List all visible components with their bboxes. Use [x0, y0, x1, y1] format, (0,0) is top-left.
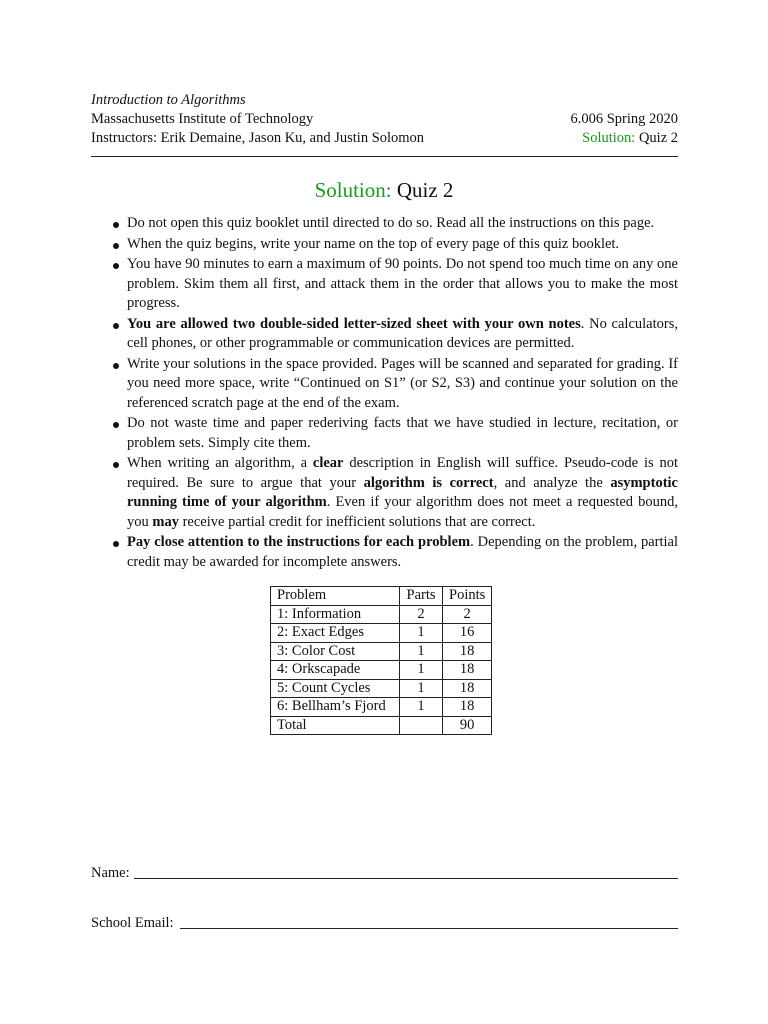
points-table-header-row [271, 587, 492, 606]
instruction-emphasis: algorithm is correct [363, 474, 494, 491]
instruction-text: . No calculators, cell phones, or other programmable or communication devices are permitted. [127, 315, 678, 351]
instruction-text: When writing an algorithm, a [127, 455, 313, 471]
instruction-emphasis: Pay close attention to the instructions for each problem [127, 534, 471, 550]
points-cell: 90 [443, 716, 492, 735]
email-label: School Email: [91, 915, 174, 931]
problem-cell: 5: Count Cycles [271, 679, 400, 698]
instruction-text: description in English will suffice. Pseudo-code is not required. Be sure to argue that your [127, 455, 678, 491]
instruction-text: receive partial credit for inefficient solutions that are correct. [178, 513, 536, 530]
email-field[interactable] [180, 928, 678, 929]
header-parts: Parts [400, 587, 443, 606]
instruction-text: Write your solutions in the space provided. Pages will be scanned and separated for grading. If you need more space, write “Continued on S1” (or S2, S3) and continue your solution on the referenced scratch page at the end of the exam. [127, 355, 678, 411]
points-cell: 18 [443, 642, 492, 661]
instruction-item [110, 414, 678, 453]
table-row [271, 624, 492, 643]
instruction-item [110, 454, 678, 532]
page-title [0, 176, 768, 204]
instruction-item [110, 533, 678, 572]
parts-cell: 1 [400, 679, 443, 698]
instructors-line: Instructors: Erik Demaine, Jason Ku, and Justin Solomon [91, 130, 425, 146]
problem-cell: 6: Bellham’s Fjord [271, 698, 400, 717]
parts-cell: 2 [400, 605, 443, 624]
instruction-text: Do not waste time and paper rederiving facts that we have studied in lecture, recitation, or problem sets. Simply cite them. [127, 415, 678, 451]
points-table-body [271, 605, 492, 735]
instructions-list [110, 214, 678, 573]
points-table [270, 586, 492, 735]
header-divider [91, 156, 678, 157]
instruction-item [110, 315, 678, 354]
table-row [271, 679, 492, 698]
problem-cell: 2: Exact Edges [271, 624, 400, 643]
table-row [271, 698, 492, 717]
instruction-emphasis: clear [312, 455, 344, 471]
instruction-emphasis: You are allowed two double-sided letter-sized sheet with your own notes [127, 315, 581, 332]
problem-cell: 4: Orkscapade [271, 661, 400, 680]
points-cell: 18 [443, 698, 492, 717]
instruction-item [110, 214, 678, 234]
title-quiz-name: Quiz 2 [396, 178, 454, 202]
name-field[interactable] [134, 878, 678, 879]
table-row [271, 642, 492, 661]
instruction-emphasis: asymptotic running time of your algorithm [127, 474, 678, 510]
table-row [271, 605, 492, 624]
parts-cell: 1 [400, 642, 443, 661]
instruction-text: . Even if your algorithm does not meet a requested bound, you [127, 494, 679, 530]
points-cell: 16 [443, 624, 492, 643]
table-row [271, 661, 492, 680]
institution-name: Massachusetts Institute of Technology [91, 111, 314, 127]
course-title: Introduction to Algorithms [91, 92, 246, 108]
name-label: Name: [91, 865, 130, 881]
instruction-text: When the quiz begins, write your name on the top of every page of this quiz booklet. [127, 235, 620, 252]
instruction-item [110, 355, 678, 414]
instruction-text: Do not open this quiz booklet until directed to do so. Read all the instructions on this page. [127, 215, 655, 231]
header-quiz-name: Quiz 2 [638, 130, 678, 146]
instruction-text: , and analyze the [493, 474, 611, 491]
table-total-row [271, 716, 492, 735]
instruction-text: You have 90 minutes to earn a maximum of 90 points. Do not spend too much time on any one problem. Skim them all first, and attack them in the order that allows you to make the most progress. [127, 256, 678, 311]
problem-cell: 1: Information [271, 605, 400, 624]
instruction-emphasis: may [152, 513, 179, 530]
problem-cell: Total [271, 716, 400, 735]
problem-cell: 3: Color Cost [271, 642, 400, 661]
points-cell: 2 [443, 605, 492, 624]
instruction-item [110, 255, 678, 314]
parts-cell: 1 [400, 624, 443, 643]
header-problem: Problem [271, 587, 400, 606]
parts-cell [400, 716, 443, 735]
title-solution-label: Solution: [314, 178, 392, 202]
header-solution-label: Solution: [582, 130, 636, 146]
instruction-item [110, 235, 678, 255]
header-quiz-label [582, 129, 678, 148]
parts-cell: 1 [400, 661, 443, 680]
instruction-text: . Depending on the problem, partial credit may be awarded for incomplete answers. [127, 534, 678, 570]
term-label: 6.006 Spring 2020 [570, 111, 678, 127]
header-points: Points [443, 587, 492, 606]
points-cell: 18 [443, 661, 492, 680]
parts-cell: 1 [400, 698, 443, 717]
points-cell: 18 [443, 679, 492, 698]
